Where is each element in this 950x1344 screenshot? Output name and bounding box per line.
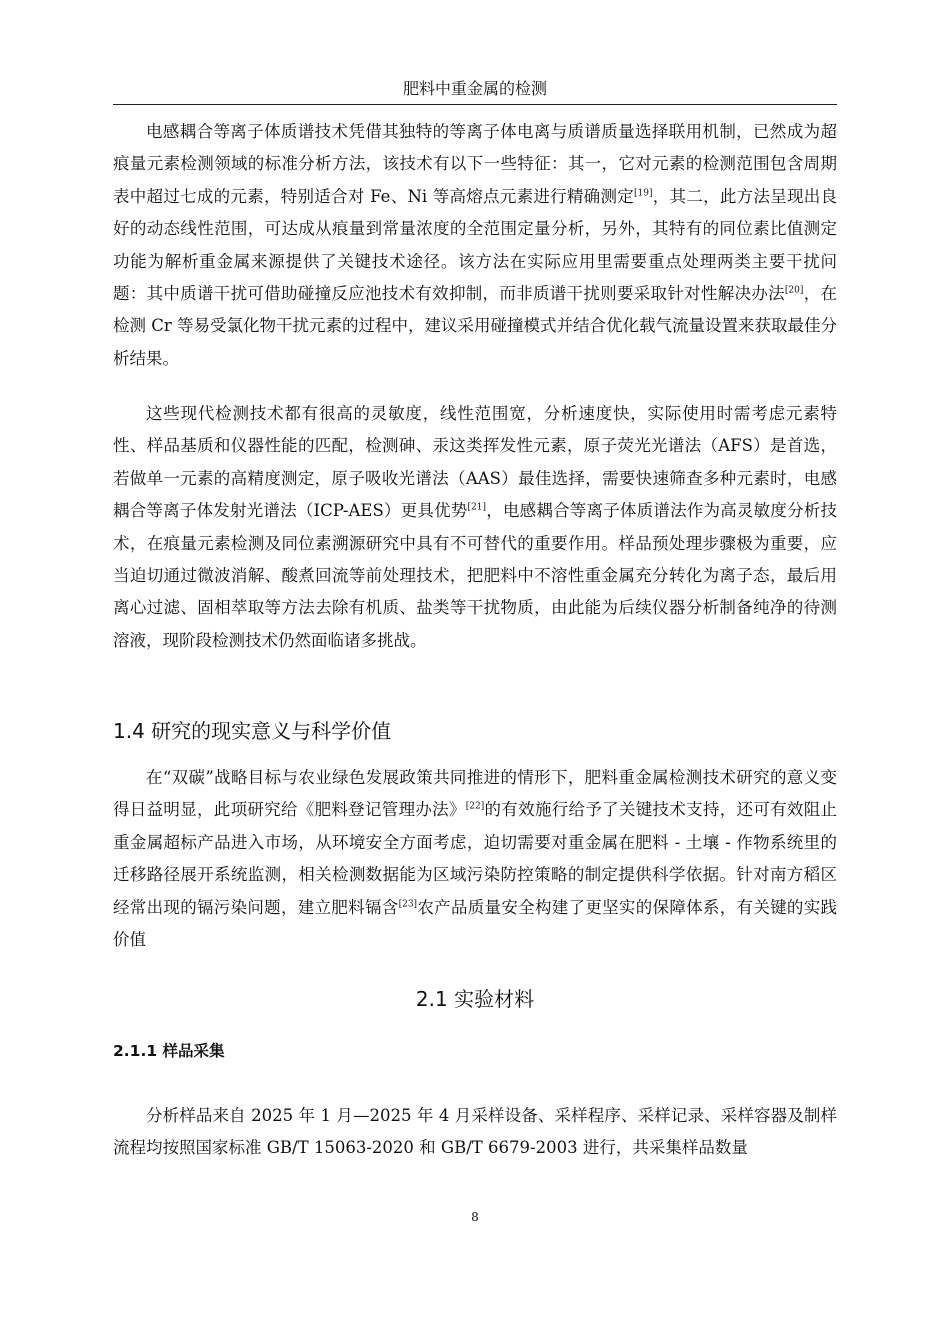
citation-21: [21] xyxy=(467,502,487,513)
paragraph-text: ，其二，此方法呈现出良好的动态线性范围，可达成从痕量到常量浓度的全范围定量分析，另外，其特有的同位素比值测定功能为解析重金属来源提供了关键技术途径。该方法在实际应用里需要重点处理两类主要干扰问题：其中质谱干扰可借助碰撞反应池技术有效抑制，而非质谱干扰则要采取针对性解决办法 xyxy=(113,186,838,304)
citation-19: [19] xyxy=(634,188,653,199)
paragraph-text: ，在检测 Cr 等易受氯化物干扰元素的过程中，建议采用碰撞模式并结合优化载气流量设置来获取最佳分析结果。 xyxy=(113,284,838,368)
page-number: 8 xyxy=(471,1210,479,1224)
citation-20: [20] xyxy=(784,285,804,296)
subsection-heading-2-1-1: 2.1.1 样品采集 xyxy=(113,1042,225,1060)
paragraph-text: 在“双碳”战略目标与农业绿色发展政策共同推进的情形下，肥料重金属检测技术研究的意义变得日益明显，此项研究给《肥料登记管理办法》 xyxy=(113,768,837,820)
body-paragraph-techniques xyxy=(113,398,837,657)
citation-22: [22] xyxy=(465,801,485,812)
paragraph-text: 电感耦合等离子体质谱技术凭借其独特的等离子体电离与质谱质量选择联用机制，已然成为超痕量元素检测领域的标准分析方法，该技术有以下一些特征：其一，它对元素的检测范围包含周期表中超过七成的元素，特别适合对 Fe、Ni 等高熔点元素进行精确测定 xyxy=(113,122,837,206)
chapter-heading-2-1: 2.1 实验材料 xyxy=(415,987,535,1011)
running-header: 肥料中重金属的检测 xyxy=(402,79,547,98)
header-rule xyxy=(113,104,837,105)
paragraph-text: 的有效施行给予了关键技术支持，还可有效阻止重金属超标产品进入市场，从环境安全方面考虑，迫切需要对重金属在肥料 - 土壤 - 作物系统里的迁移路径展开系统监测，相关检测数据能为区域污染防控策略的制定提供科学依据。针对南方稻区经常出现的镉污染问题，建立肥料镉含 xyxy=(113,800,838,917)
paragraph-text: 分析样品来自 2025 年 1 月—2025 年 4 月采样设备、采样程序、采样记录、采样容器及制样流程均按照国家标准 GB/T 15063-2020 和 GB/T 6679-2003 进行，共采集样品数量 xyxy=(113,1106,837,1158)
section-heading-1-4: 1.4 研究的现实意义与科学价值 xyxy=(113,719,392,743)
paragraph-text: 这些现代检测技术都有很高的灵敏度，线性范围宽，分析速度快，实际使用时需考虑元素特性、样品基质和仪器性能的匹配，检测砷、汞这类挥发性元素，原子荧光光谱法（AFS）是首选，若做单一元素的高精度测定，原子吸收光谱法（AAS）最佳选择，需要快速筛查多种元素时，电感耦合等离子体发射光谱法（ICP-AES）更具优势 xyxy=(113,404,837,521)
body-paragraph-significance xyxy=(113,762,837,956)
body-paragraph-sampling xyxy=(113,1100,837,1165)
body-paragraph-icp-ms xyxy=(113,116,837,375)
citation-23: [23] xyxy=(398,899,418,910)
paragraph-text: ，电感耦合等离子体质谱法作为高灵敏度分析技术，在痕量元素检测及同位素溯源研究中具有不可替代的重要作用。样品预处理步骤极为重要，应当迫切通过微波消解、酸煮回流等前处理技术，把肥料中不溶性重金属充分转化为离子态，最后用离心过滤、固相萃取等方法去除有机质、盐类等干扰物质，由此能为后续仪器分析制备纯净的待测溶液，现阶段检测技术仍然面临诸多挑战。 xyxy=(113,501,838,650)
paragraph-text: 农产品质量安全构建了更坚实的保障体系，有关键的实践价值 xyxy=(113,897,838,950)
